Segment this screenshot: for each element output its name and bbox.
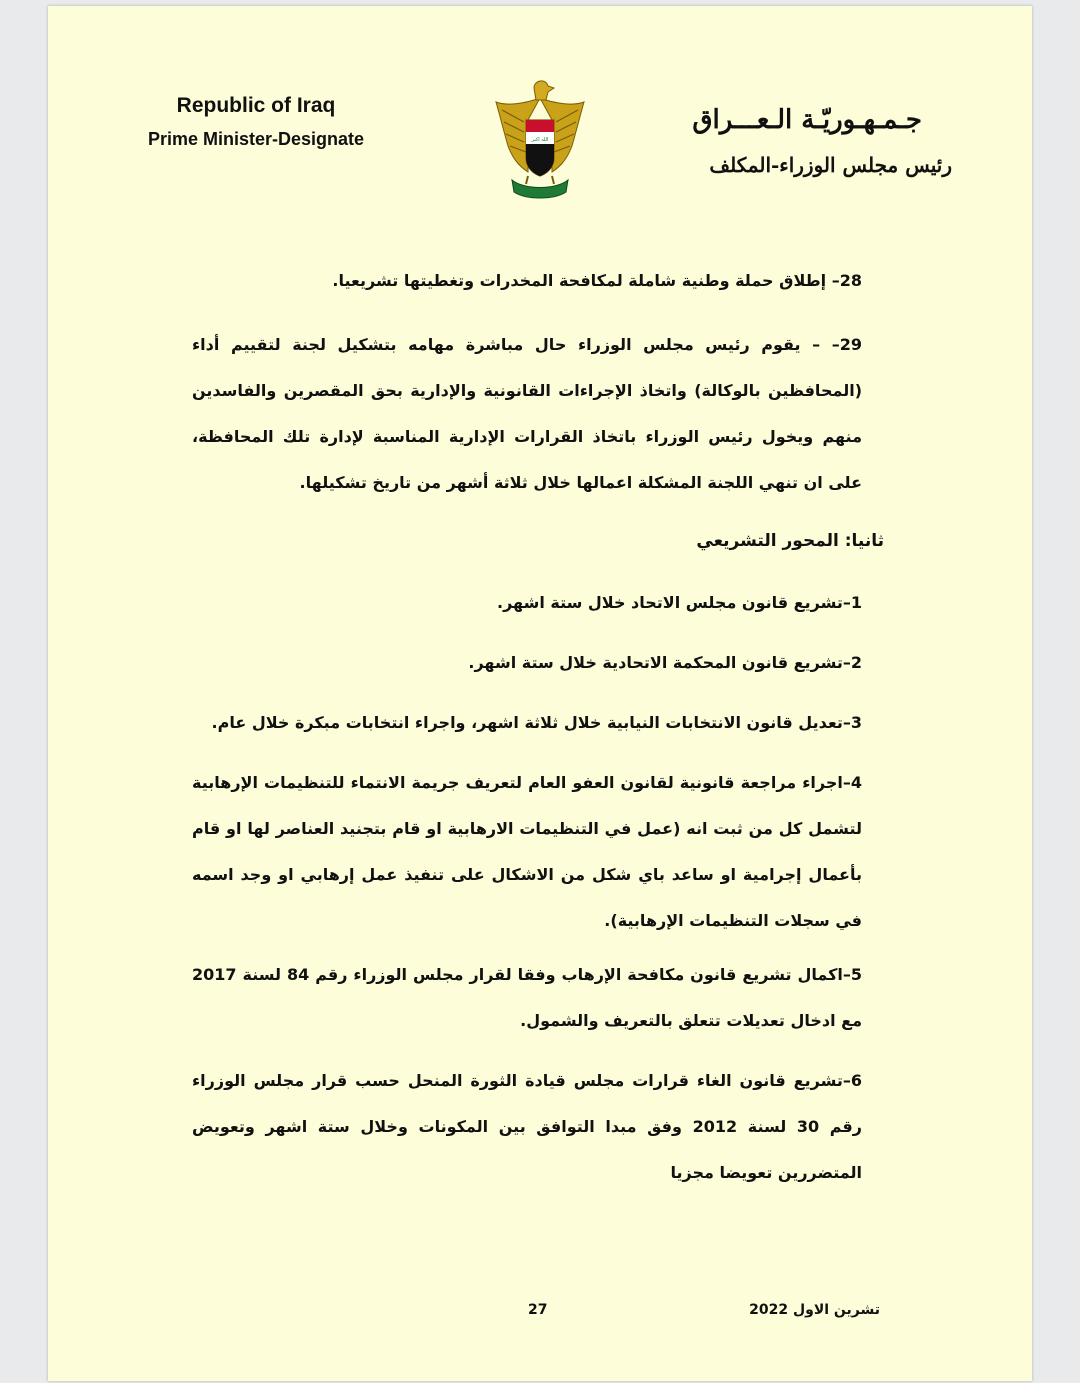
english-letterhead (116, 92, 396, 152)
legislative-item-3: 3–تعديل قانون الانتخابات النيابية خلال ثلاثة اشهر، واجراء انتخابات مبكرة خلال عام. (211, 713, 862, 732)
svg-text:الله اكبر: الله اكبر (531, 137, 549, 143)
document-page (48, 6, 1032, 1381)
arabic-letterhead (652, 102, 952, 180)
item-28: 28– إطلاق حملة وطنية شاملة لمكافحة المخدرات وتغطيتها تشريعيا. (332, 271, 862, 290)
item-29: 29– – يقوم رئيس مجلس الوزراء حال مباشرة مهامه بتشكيل لجنة لتقييم أداء (المحافظين بالوكالة) واتخاذ الإجراءات القانونية والإدارية بحق المقصرين والفاسدين منهم ويخول رئيس الوزراء باتخاذ القرارات الإدارية المناسبة لإدارة تلك المحافظة، على ان تنهي اللجنة المشكلة اعمالها خلال ثلاثة أشهر من تاريخ تشكيلها. (192, 335, 862, 492)
iraq-eagle-emblem-icon (494, 76, 586, 204)
legislative-item-1: 1–تشريع قانون مجلس الاتحاد خلال ستة اشهر. (496, 593, 862, 612)
arabic-subtitle: رئيس مجلس الوزراء-المكلف (709, 153, 952, 177)
footer-date: تشرين الاول 2022 (749, 1302, 880, 1318)
legislative-item-5: 5–اكمال تشريع قانون مكافحة الإرهاب وفقا لقرار مجلس الوزراء رقم 84 لسنة 2017 مع ادخال تعديلات تتعلق بالتعريف والشمول. (192, 965, 863, 1030)
legislative-item-2: 2–تشريع قانون المحكمة الاتحادية خلال ستة اشهر. (468, 653, 862, 672)
legislative-item-4: 4–اجراء مراجعة قانونية لقانون العفو العام لتعريف جريمة الانتماء للتنظيمات الإرهابية لتشمل كل من ثبت انه (عمل في التنظيمات الارهابية او قام بتجنيد العناصر لها او قام بأعمال إجرامية او ساعد باي شكل من الاشكال على تنفيذ عمل إرهابي او وجد اسمه في سجلات التنظيمات الإرهابية). (192, 773, 862, 930)
english-subtitle: Prime Minister-Designate (147, 129, 365, 149)
section-title: ثانيا: المحور التشريعي (696, 531, 884, 551)
english-title: Republic of Iraq (176, 94, 336, 117)
legislative-item-6: 6–تشريع قانون الغاء قرارات مجلس قيادة الثورة المنحل حسب قرار مجلس الوزراء رقم 30 لسنة 2012 وفق مبدا التوافق بين المكونات وخلال ستة اشهر وتعويض المتضررين تعويضا مجزيا (192, 1071, 862, 1182)
arabic-title: جـمـهـوريّـة الـعـــراق (692, 105, 922, 135)
page-number: 27 (528, 1302, 548, 1318)
